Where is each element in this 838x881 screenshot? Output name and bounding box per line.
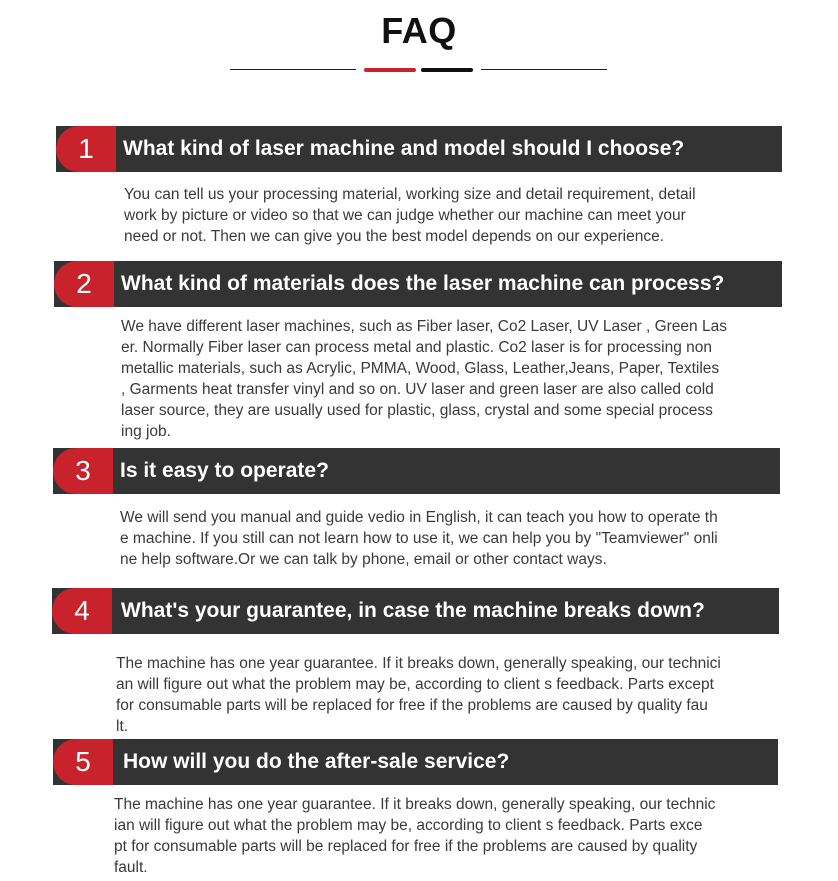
faq-answer: The machine has one year guarantee. If it breaks down, generally speaking, our technic ian will figure out what the problem may be, according to client s feedback. Parts exce pt for consumable parts will be replaced for free if the problems are caused by quality fault.	[114, 796, 716, 876]
faq-number-badge: 3	[53, 448, 113, 494]
title-divider-right	[481, 69, 607, 70]
faq-question: How will you do the after-sale service?	[123, 750, 510, 773]
faq-question: What kind of materials does the laser machine can process?	[121, 272, 725, 295]
faq-answer: The machine has one year guarantee. If it breaks down, generally speaking, our technici an will figure out what the problem may be, according to client s feedback. Parts except for consumable parts will be replaced for free if the problems are caused by quality fau lt.	[116, 655, 721, 735]
title-divider-left	[230, 69, 356, 70]
faq-number-badge: 1	[56, 126, 116, 172]
faq-answer: We have different laser machines, such as Fiber laser, Co2 Laser, UV Laser , Green Las er. Normally Fiber laser can process metal and plastic. Co2 laser is for processing non metallic materials, such as Acrylic, PMMA, Wood, Glass, Leather,Jeans, Paper, Textiles , Garments heat transfer vinyl and so on. UV laser and green laser are also called cold laser source, they are usually used for plastic, glass, crystal and some special process ing job.	[121, 318, 727, 440]
faq-question: Is it easy to operate?	[120, 459, 329, 482]
faq-number-badge: 4	[52, 588, 112, 634]
faq-number-badge: 5	[53, 739, 113, 785]
faq-answer: We will send you manual and guide vedio in English, it can teach you how to operate th e machine. If you still can not learn how to use it, we can help you by "Teamviewer" onli ne help software.Or we can talk by phone, email or other contact ways.	[120, 509, 718, 568]
title-divider-accent	[364, 68, 416, 72]
faq-question: What kind of laser machine and model should I choose?	[123, 137, 685, 160]
title-divider-dark	[421, 68, 473, 72]
page-title: FAQ	[381, 10, 457, 51]
faq-question: What's your guarantee, in case the machine breaks down?	[121, 599, 705, 622]
faq-answer: You can tell us your processing material, working size and detail requirement, detail work by picture or video so that we can judge whether our machine can meet your need or not. Then we can give you the best model depends on our experience.	[124, 186, 696, 245]
faq-number-badge: 2	[54, 261, 114, 307]
